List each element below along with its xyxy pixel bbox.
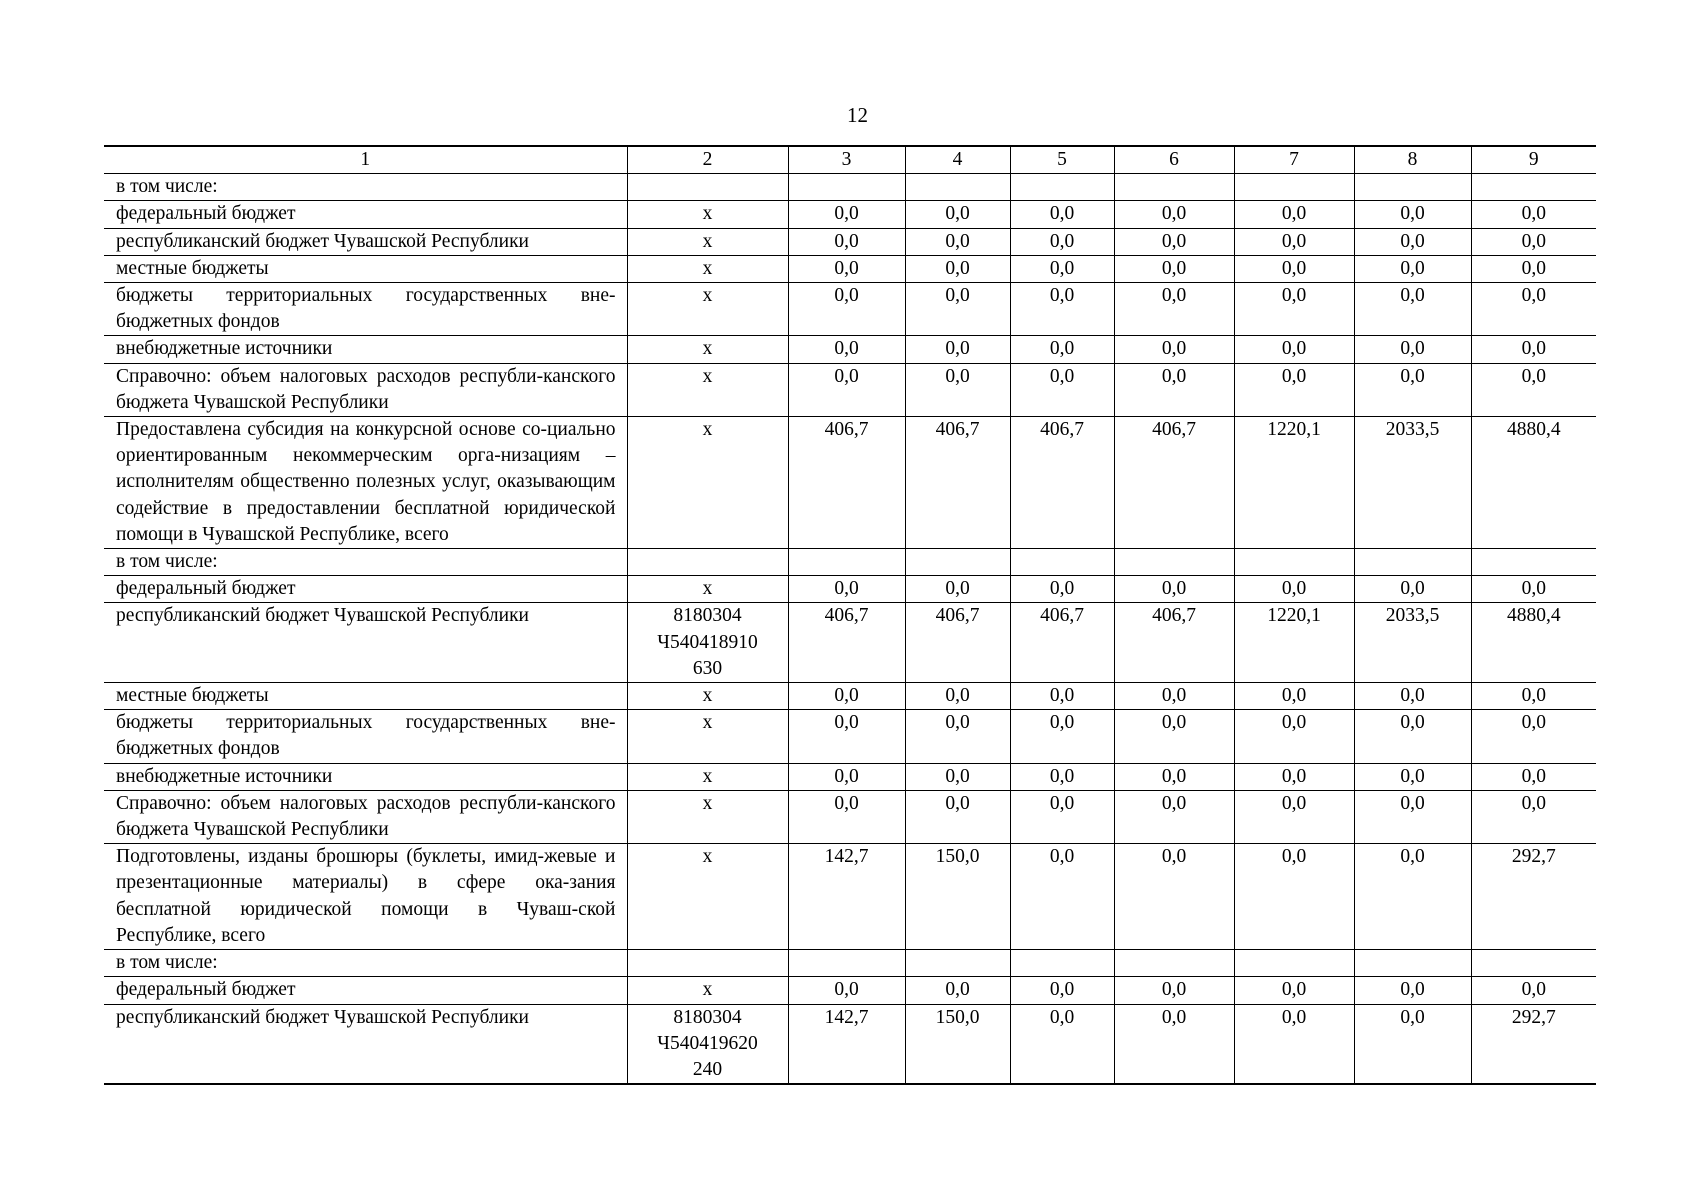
value-cell: 0,0	[1114, 683, 1234, 710]
value-cell: 0,0	[1234, 790, 1354, 843]
column-header: 5	[1010, 146, 1114, 174]
value-cell	[1010, 549, 1114, 576]
value-cell: 0,0	[788, 336, 905, 363]
value-cell	[1010, 174, 1114, 201]
row-label: Предоставлена субсидия на конкурсной основе со-циально ориентированным некоммерческим орга-низациям – исполнителям общественно полезных услуг, оказывающим содействие в предоставлении бесплатной юридической помощи в Чувашской Республике, всего	[104, 417, 627, 549]
value-cell: 0,0	[788, 683, 905, 710]
value-cell: 0,0	[788, 576, 905, 603]
table-row	[104, 603, 1596, 683]
value-cell: 0,0	[788, 255, 905, 282]
value-cell: 0,0	[905, 228, 1010, 255]
row-label: в том числе:	[104, 549, 627, 576]
table-row	[104, 844, 1596, 950]
row-label: федеральный бюджет	[104, 201, 627, 228]
value-cell: 0,0	[905, 763, 1010, 790]
value-cell: 406,7	[1114, 603, 1234, 683]
value-cell	[788, 950, 905, 977]
row-label: внебюджетные источники	[104, 336, 627, 363]
table-row	[104, 283, 1596, 336]
value-cell: 0,0	[1114, 710, 1234, 763]
table-row	[104, 255, 1596, 282]
table-row	[104, 683, 1596, 710]
value-cell: 0,0	[1114, 363, 1234, 416]
value-cell	[1471, 174, 1596, 201]
value-cell: 0,0	[1114, 763, 1234, 790]
value-cell: 0,0	[1354, 763, 1471, 790]
value-cell: 0,0	[1010, 255, 1114, 282]
column-header: 3	[788, 146, 905, 174]
value-cell: 0,0	[1354, 336, 1471, 363]
value-cell: 0,0	[1471, 201, 1596, 228]
budget-code-part: 8180304	[673, 1006, 742, 1028]
budget-code: х	[627, 417, 788, 549]
budget-code: х	[627, 790, 788, 843]
value-cell: 0,0	[1234, 977, 1354, 1004]
value-cell: 0,0	[1114, 283, 1234, 336]
budget-code: х	[627, 576, 788, 603]
budget-code-part: 240	[692, 1058, 723, 1080]
row-label: Подготовлены, изданы брошюры (буклеты, имид-жевые и презентационные материалы) в сфере ока-зания бесплатной юридической помощи в Чуваш-ской Республике, всего	[104, 844, 627, 950]
value-cell: 1220,1	[1234, 603, 1354, 683]
value-cell: 0,0	[1234, 283, 1354, 336]
value-cell: 0,0	[1114, 790, 1234, 843]
budget-code: х	[627, 201, 788, 228]
value-cell: 0,0	[1234, 844, 1354, 950]
value-cell: 0,0	[905, 576, 1010, 603]
value-cell: 4880,4	[1471, 417, 1596, 549]
value-cell: 0,0	[1234, 201, 1354, 228]
value-cell: 0,0	[1471, 710, 1596, 763]
value-cell: 0,0	[905, 977, 1010, 1004]
value-cell: 0,0	[1354, 977, 1471, 1004]
value-cell	[788, 549, 905, 576]
value-cell: 0,0	[1010, 683, 1114, 710]
value-cell: 0,0	[788, 790, 905, 843]
value-cell: 0,0	[1354, 255, 1471, 282]
value-cell: 0,0	[1114, 336, 1234, 363]
value-cell: 150,0	[905, 1004, 1010, 1084]
value-cell: 292,7	[1471, 844, 1596, 950]
value-cell	[1010, 950, 1114, 977]
value-cell: 0,0	[788, 763, 905, 790]
row-label: федеральный бюджет	[104, 576, 627, 603]
value-cell: 0,0	[1354, 576, 1471, 603]
value-cell: 0,0	[1471, 228, 1596, 255]
column-header: 6	[1114, 146, 1234, 174]
budget-code	[627, 950, 788, 977]
value-cell: 0,0	[1010, 790, 1114, 843]
value-cell: 0,0	[1010, 710, 1114, 763]
value-cell: 0,0	[1010, 201, 1114, 228]
value-cell: 0,0	[1114, 255, 1234, 282]
value-cell: 0,0	[1234, 576, 1354, 603]
value-cell: 0,0	[905, 201, 1010, 228]
value-cell: 150,0	[905, 844, 1010, 950]
value-cell: 406,7	[905, 417, 1010, 549]
budget-code: х	[627, 255, 788, 282]
value-cell: 406,7	[905, 603, 1010, 683]
value-cell	[1234, 549, 1354, 576]
value-cell: 0,0	[788, 283, 905, 336]
value-cell: 0,0	[905, 710, 1010, 763]
budget-code: х	[627, 763, 788, 790]
value-cell: 0,0	[1471, 336, 1596, 363]
budget-code: х	[627, 710, 788, 763]
value-cell: 2033,5	[1354, 603, 1471, 683]
budget-table	[104, 145, 1596, 1085]
value-cell: 0,0	[1471, 977, 1596, 1004]
table-row	[104, 790, 1596, 843]
budget-code-part: 8180304	[673, 605, 742, 627]
row-label: местные бюджеты	[104, 683, 627, 710]
row-label: бюджеты территориальных государственных вне-бюджетных фондов	[104, 283, 627, 336]
table-row	[104, 201, 1596, 228]
header-row	[104, 146, 1596, 174]
value-cell: 0,0	[905, 283, 1010, 336]
value-cell: 0,0	[1234, 683, 1354, 710]
value-cell: 0,0	[905, 363, 1010, 416]
value-cell: 406,7	[1114, 417, 1234, 549]
value-cell: 0,0	[1471, 683, 1596, 710]
value-cell: 0,0	[1354, 683, 1471, 710]
value-cell: 0,0	[788, 710, 905, 763]
value-cell	[1114, 174, 1234, 201]
budget-code	[627, 603, 788, 683]
value-cell	[1234, 950, 1354, 977]
value-cell	[905, 174, 1010, 201]
table-row	[104, 174, 1596, 201]
value-cell: 0,0	[1114, 228, 1234, 255]
value-cell	[1354, 174, 1471, 201]
value-cell: 0,0	[1234, 710, 1354, 763]
page-number: 12	[847, 103, 868, 127]
value-cell: 0,0	[1010, 1004, 1114, 1084]
value-cell: 0,0	[1234, 336, 1354, 363]
value-cell: 0,0	[1114, 576, 1234, 603]
row-label: республиканский бюджет Чувашской Республики	[104, 603, 627, 683]
budget-code: х	[627, 336, 788, 363]
column-header: 2	[627, 146, 788, 174]
value-cell: 0,0	[1234, 228, 1354, 255]
table-row	[104, 228, 1596, 255]
row-label: федеральный бюджет	[104, 977, 627, 1004]
row-label: Справочно: объем налоговых расходов республи-канского бюджета Чувашской Республики	[104, 363, 627, 416]
value-cell	[788, 174, 905, 201]
budget-code: х	[627, 283, 788, 336]
value-cell: 0,0	[1471, 255, 1596, 282]
value-cell: 0,0	[1354, 283, 1471, 336]
value-cell: 0,0	[1234, 763, 1354, 790]
value-cell: 0,0	[1010, 228, 1114, 255]
value-cell: 0,0	[1010, 844, 1114, 950]
budget-code-part: 630	[692, 657, 723, 679]
value-cell: 142,7	[788, 844, 905, 950]
value-cell: 0,0	[1354, 1004, 1471, 1084]
value-cell	[1114, 549, 1234, 576]
table-row	[104, 950, 1596, 977]
value-cell: 0,0	[788, 201, 905, 228]
value-cell: 0,0	[1010, 576, 1114, 603]
budget-code-part: Ч540419620	[657, 1032, 758, 1054]
value-cell: 0,0	[1354, 844, 1471, 950]
value-cell: 406,7	[788, 603, 905, 683]
value-cell: 0,0	[1354, 363, 1471, 416]
value-cell: 0,0	[905, 683, 1010, 710]
value-cell: 0,0	[1354, 228, 1471, 255]
table-row	[104, 763, 1596, 790]
table-row	[104, 977, 1596, 1004]
budget-code	[627, 1004, 788, 1084]
value-cell: 0,0	[1354, 710, 1471, 763]
column-header: 1	[104, 146, 627, 174]
value-cell: 142,7	[788, 1004, 905, 1084]
column-header: 8	[1354, 146, 1471, 174]
value-cell: 0,0	[1234, 1004, 1354, 1084]
column-header: 9	[1471, 146, 1596, 174]
value-cell: 0,0	[1010, 763, 1114, 790]
value-cell: 0,0	[1471, 763, 1596, 790]
row-label: республиканский бюджет Чувашской Республики	[104, 1004, 627, 1084]
row-label: Справочно: объем налоговых расходов республи-канского бюджета Чувашской Республики	[104, 790, 627, 843]
value-cell: 0,0	[1471, 576, 1596, 603]
value-cell: 0,0	[1114, 201, 1234, 228]
value-cell: 0,0	[1471, 790, 1596, 843]
budget-code: х	[627, 683, 788, 710]
row-label: бюджеты территориальных государственных вне-бюджетных фондов	[104, 710, 627, 763]
value-cell: 292,7	[1471, 1004, 1596, 1084]
value-cell: 2033,5	[1354, 417, 1471, 549]
value-cell	[1471, 549, 1596, 576]
value-cell: 0,0	[788, 363, 905, 416]
budget-code	[627, 174, 788, 201]
table-row	[104, 549, 1596, 576]
value-cell: 0,0	[1471, 363, 1596, 416]
value-cell	[905, 549, 1010, 576]
row-label: республиканский бюджет Чувашской Республики	[104, 228, 627, 255]
value-cell: 0,0	[905, 255, 1010, 282]
budget-code	[627, 549, 788, 576]
value-cell: 0,0	[1114, 844, 1234, 950]
table-row	[104, 1004, 1596, 1084]
value-cell	[1471, 950, 1596, 977]
value-cell	[1354, 549, 1471, 576]
value-cell: 0,0	[1471, 283, 1596, 336]
value-cell	[1234, 174, 1354, 201]
value-cell	[905, 950, 1010, 977]
value-cell	[1354, 950, 1471, 977]
value-cell: 0,0	[1010, 363, 1114, 416]
value-cell: 0,0	[1234, 255, 1354, 282]
budget-code: х	[627, 977, 788, 1004]
value-cell: 1220,1	[1234, 417, 1354, 549]
table-row	[104, 363, 1596, 416]
row-label: внебюджетные источники	[104, 763, 627, 790]
column-header: 4	[905, 146, 1010, 174]
budget-code: х	[627, 844, 788, 950]
value-cell: 0,0	[1010, 977, 1114, 1004]
row-label: в том числе:	[104, 950, 627, 977]
value-cell: 4880,4	[1471, 603, 1596, 683]
value-cell: 0,0	[1114, 1004, 1234, 1084]
value-cell: 0,0	[788, 977, 905, 1004]
table-row	[104, 336, 1596, 363]
table-row	[104, 710, 1596, 763]
table-row	[104, 576, 1596, 603]
value-cell: 0,0	[1354, 790, 1471, 843]
value-cell: 406,7	[1010, 417, 1114, 549]
value-cell: 0,0	[788, 228, 905, 255]
value-cell: 406,7	[788, 417, 905, 549]
table-row	[104, 417, 1596, 549]
value-cell: 0,0	[1114, 977, 1234, 1004]
value-cell: 406,7	[1010, 603, 1114, 683]
budget-code-part: Ч540418910	[657, 631, 758, 653]
value-cell: 0,0	[1234, 363, 1354, 416]
value-cell	[1114, 950, 1234, 977]
value-cell: 0,0	[905, 790, 1010, 843]
budget-code: х	[627, 363, 788, 416]
budget-code: х	[627, 228, 788, 255]
value-cell: 0,0	[1354, 201, 1471, 228]
value-cell: 0,0	[1010, 283, 1114, 336]
column-header: 7	[1234, 146, 1354, 174]
row-label: местные бюджеты	[104, 255, 627, 282]
row-label: в том числе:	[104, 174, 627, 201]
value-cell: 0,0	[1010, 336, 1114, 363]
value-cell: 0,0	[905, 336, 1010, 363]
